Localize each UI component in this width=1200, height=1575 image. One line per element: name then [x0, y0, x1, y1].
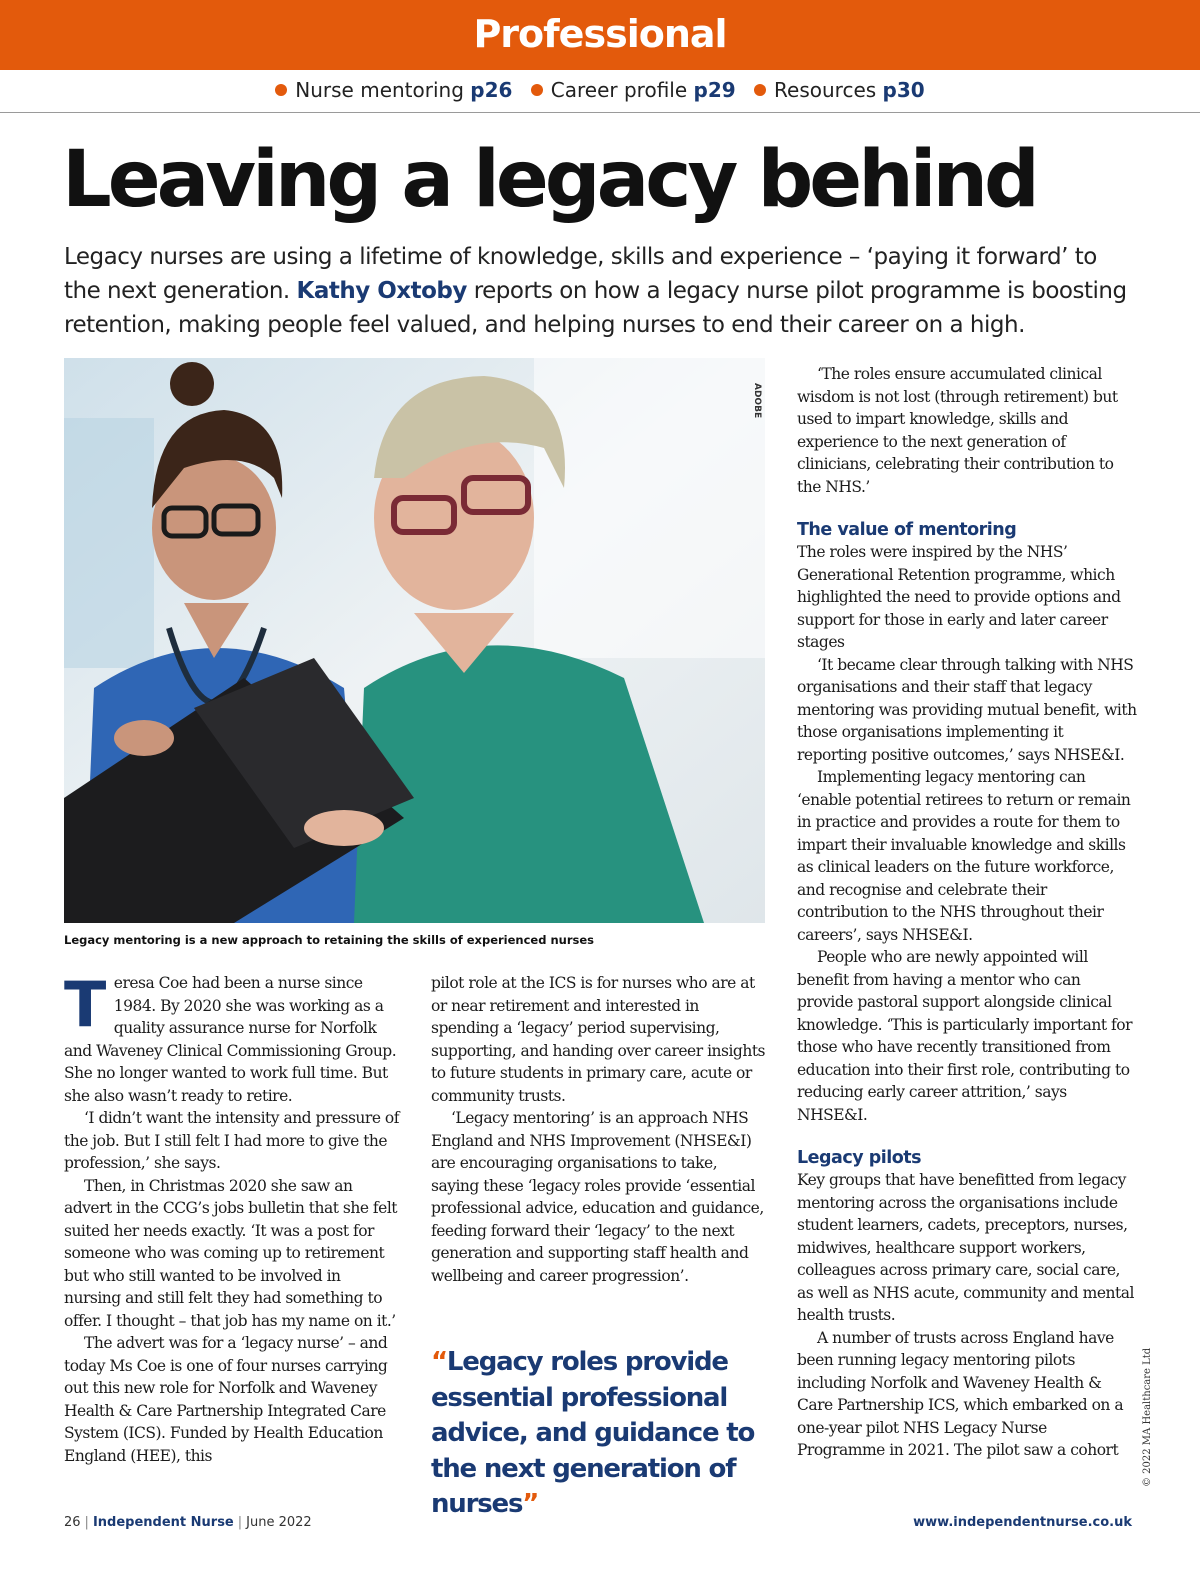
nav-item-career-profile[interactable] [531, 78, 736, 102]
bullet-dot-icon [754, 84, 766, 96]
open-quote-mark: “ [431, 1347, 447, 1377]
article-column-2 [431, 972, 769, 1287]
nav-page-number: p30 [882, 78, 925, 102]
article-paragraph: ‘It became clear through talking with NHS organisations and their staff that legacy mentoring was providing mutual benefit, with those organisations implementing it reporting positive outcomes,’ says NHSE&I. [797, 655, 1137, 764]
page-number: 26 [64, 1515, 81, 1530]
nav-label: Nurse mentoring [295, 78, 464, 102]
paragraph-text: eresa Coe had been a nurse since 1984. By 2020 she was working as a quality assurance nurse for Norfolk and Waveney Clinical Commissioning Group. She no longer wanted to work full time. But she also wasn’t ready to retire. [64, 974, 397, 1105]
footer-separator: | [237, 1515, 243, 1530]
article-paragraph: Implementing legacy mentoring can ‘enable potential retirees to return or remain in practice and provides a route for them to impart their invaluable knowledge and skills as clinical leaders on the future workforce, and recognise and celebrate their contribution to the NHS throughout their careers’, says NHSE&I. [797, 768, 1131, 944]
website-text-bold: nurse [1046, 1515, 1088, 1530]
nav-label: Career profile [550, 78, 688, 102]
nav-page-number: p26 [470, 78, 513, 102]
article-paragraph: ‘The roles ensure accumulated clinical wisdom is not lost (through retirement) but used to impart knowledge, skills and experience to the next generation of clinicians, celebrating their contribution to the NHS.’ [797, 365, 1118, 496]
article-paragraph: pilot role at the ICS is for nurses who are at or near retirement and interested in spending a ‘legacy’ period supervising, supporting, and handing over career insights to future students in primary care, acute or community trusts. [431, 974, 766, 1105]
article-standfirst [64, 240, 1139, 342]
article-paragraph: People who are newly appointed will benefit from having a mentor who can provide pastoral support alongside clinical knowledge. ‘This is particularly important for those who have recently transitioned from education into their first role, contributing to reducing early career attrition,’ says NHSE&I. [797, 948, 1132, 1124]
issue-date: June 2022 [246, 1515, 312, 1530]
nav-page-number: p29 [693, 78, 736, 102]
bullet-dot-icon [275, 84, 287, 96]
nav-item-resources[interactable] [754, 78, 925, 102]
standfirst-text: Legacy nurses are using a lifetime of knowledge, skills and experience – ‘paying it forward’ to the next generation. [64, 244, 1097, 304]
website-text: www.independent [913, 1515, 1047, 1530]
article-title: Leaving a legacy behind [62, 135, 1036, 225]
article-paragraph: The roles were inspired by the NHS’ Generational Retention programme, which highlighted the need to provide options and support for those in early and later career stages [797, 543, 1121, 651]
magazine-name: Independent Nurse [92, 1515, 234, 1530]
nav-item-nurse-mentoring[interactable] [275, 78, 512, 102]
drop-cap: T [64, 968, 106, 1041]
footer-separator: | [84, 1515, 89, 1530]
photo-caption: Legacy mentoring is a new approach to retaining the skills of experienced nurses [64, 933, 594, 947]
subheading-legacy-pilots: Legacy pilots [797, 1148, 922, 1168]
article-paragraph: Key groups that have benefitted from legacy mentoring across the organisations include student learners, cadets, preceptors, nurses, midwives, healthcare support workers, colleagues across primary care, social care, as well as NHS acute, community and mental health trusts. [797, 1171, 1134, 1324]
article-photo [64, 358, 765, 923]
article-paragraph: The advert was for a ‘legacy nurse’ – and today Ms Coe is one of four nurses carrying out this new role for Norfolk and Waveney Health & Care Partnership Integrated Care System (ICS). Funded by Health Education England (HEE), this [64, 1334, 388, 1465]
pull-quote-text: Legacy roles provide essential professional advice, and guidance to the next generation of nurses [431, 1347, 755, 1519]
nav-label: Resources [774, 78, 877, 102]
article-paragraph: ‘Legacy mentoring’ is an approach NHS England and NHS Improvement (NHSE&I) are encouraging organisations to take, saying these ‘legacy roles provide ‘essential professional advice, education and guidance, feeding forward their ‘legacy’ to the next generation and supporting staff health and wellbeing and career progression’. [431, 1109, 764, 1285]
header-divider [0, 112, 1200, 113]
nurses-photo-illustration [64, 358, 765, 923]
copyright-notice: © 2022 MA Healthcare Ltd [1142, 1347, 1153, 1487]
website-link[interactable] [900, 1515, 1132, 1530]
website-text: .co.uk [1087, 1515, 1132, 1530]
article-column-1 [64, 968, 400, 1467]
section-banner [0, 0, 1200, 70]
photo-credit: ADOBE [752, 383, 762, 419]
standfirst-text: reports on how a legacy nurse pilot programme is boosting retention, making people feel valued, and helping nurses to end their career on a high. [64, 278, 1127, 338]
pull-quote [431, 1345, 776, 1523]
article-column-3 [797, 363, 1137, 1462]
article-paragraph: ‘I didn’t want the intensity and pressure of the job. But I still felt I had more to give the profession,’ she says. [64, 1109, 399, 1172]
section-title: Professional [473, 12, 727, 56]
article-paragraph: A number of trusts across England have been running legacy mentoring pilots including Norfolk and Waveney Health & Care Partnership ICS, which embarked on a one-year pilot NHS Legacy Nurse Programme in 2021. The pilot saw a cohort [797, 1328, 1124, 1459]
footer-folio [64, 1515, 312, 1530]
bullet-dot-icon [531, 84, 543, 96]
close-quote-mark: ” [522, 1489, 539, 1519]
author-name: Kathy Oxtoby [296, 278, 467, 304]
article-paragraph [64, 968, 400, 1107]
subheading-value-of-mentoring: The value of mentoring [797, 520, 1017, 540]
section-nav [0, 78, 1200, 102]
article-paragraph: Then, in Christmas 2020 she saw an advert in the CCG’s jobs bulletin that she felt suited her needs exactly. ‘It was a post for someone who was coming up to retirement but who still wanted to be involved in nursing and still felt they had something to offer. I thought – that job has my name on it.’ [64, 1176, 398, 1330]
